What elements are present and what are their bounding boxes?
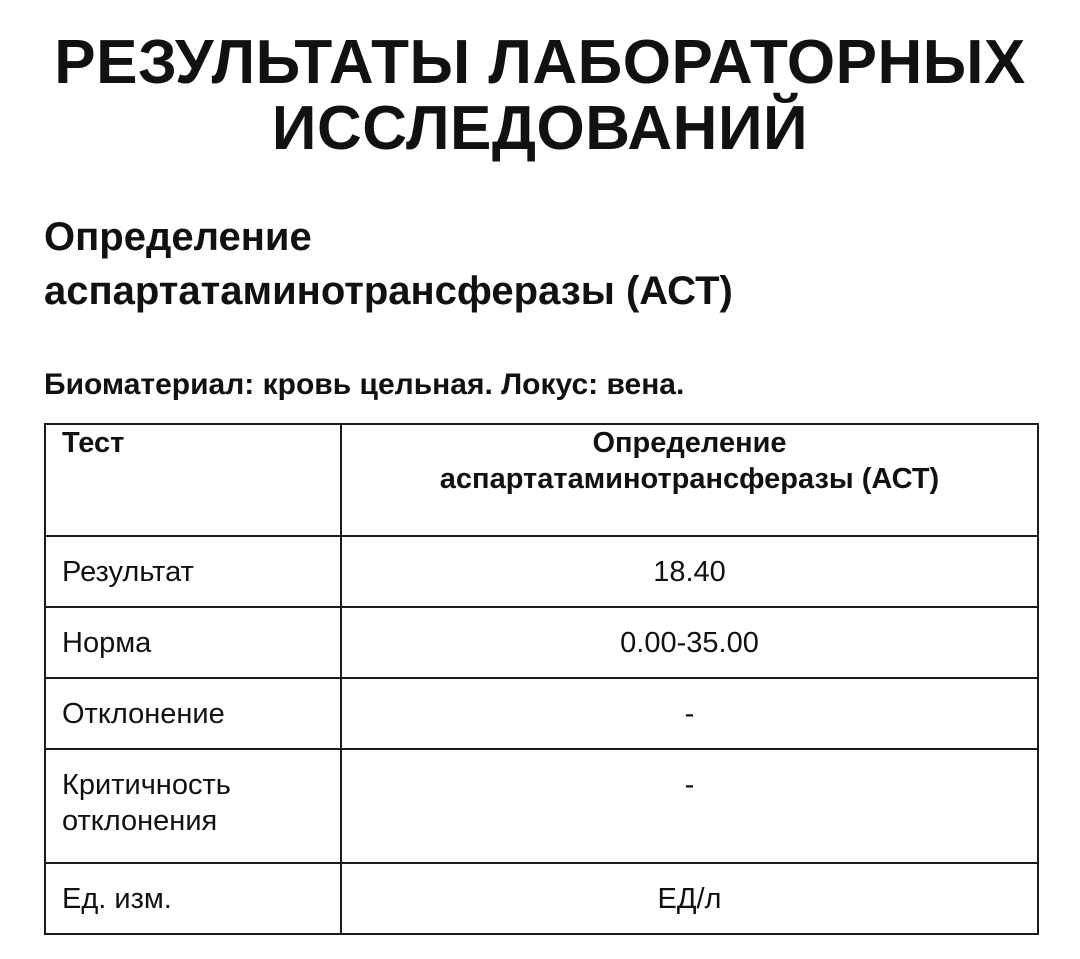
header-test-label: Тест	[45, 424, 341, 536]
criticality-label: Критичность отклонения	[45, 749, 341, 863]
result-value: 18.40	[341, 536, 1038, 607]
deviation-value: -	[341, 678, 1038, 749]
results-table	[44, 423, 1039, 935]
test-heading: Определение аспартатаминотрансферазы (АСТ)	[44, 215, 733, 313]
units-value: ЕД/л	[341, 863, 1038, 934]
table-row-norm	[45, 607, 1038, 678]
deviation-label: Отклонение	[45, 678, 341, 749]
page-title: РЕЗУЛЬТАТЫ ЛАБОРАТОРНЫХ ИССЛЕДОВАНИЙ	[54, 28, 1026, 163]
norm-label: Норма	[45, 607, 341, 678]
table-row-criticality	[45, 749, 1038, 863]
biomaterial-info: Биоматериал: кровь цельная. Локус: вена.	[44, 368, 685, 401]
table-row-units	[45, 863, 1038, 934]
units-label: Ед. изм.	[45, 863, 341, 934]
result-label: Результат	[45, 536, 341, 607]
norm-value: 0.00-35.00	[341, 607, 1038, 678]
criticality-value: -	[341, 749, 1038, 863]
header-test-name: Определение аспартатаминотрансферазы (АСТ)	[341, 424, 1038, 536]
table-header-row	[45, 424, 1038, 536]
table-row-deviation	[45, 678, 1038, 749]
table-row-result	[45, 536, 1038, 607]
